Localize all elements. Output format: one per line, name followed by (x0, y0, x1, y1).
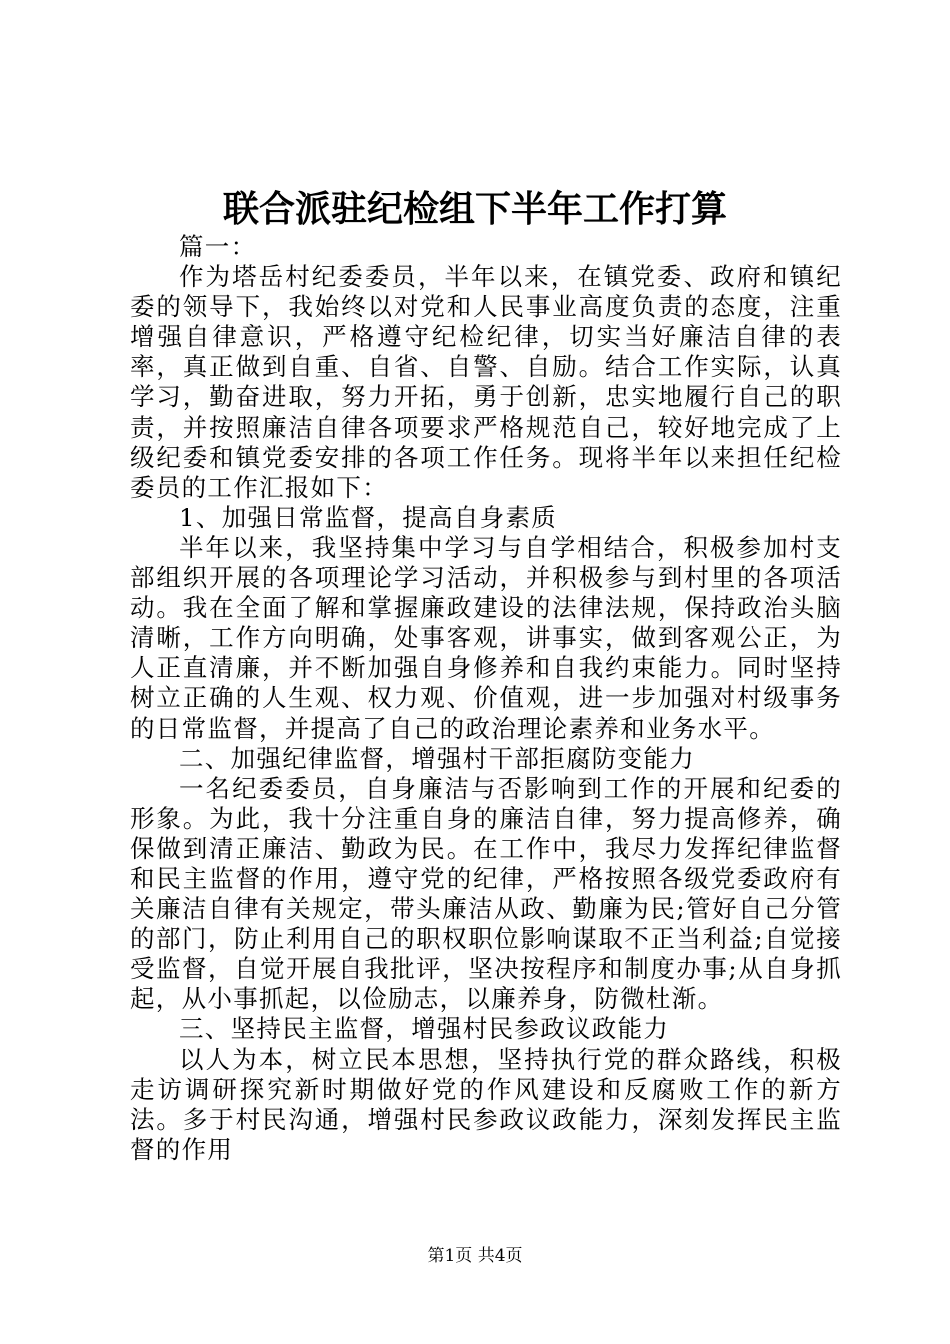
document-title: 联合派驻纪检组下半年工作打算 (222, 188, 727, 230)
body-paragraph: 一名纪委委员，自身廉洁与否影响到工作的开展和纪委的形象。为此，我十分注重自身的廉洁自律，努力提高修养，确保做到清正廉洁、勤政为民。在工作中，我尽力发挥纪律监督和民主监督的作用，遵守党的纪律，严格按照各级党委政府有关廉洁自律有关规定，带头廉洁从政、勤廉为民;管好自己分管的部门，防止利用自己的职权职位影响谋取不正当利益;自觉接受监督，自觉开展自我批评，坚决按程序和制度办事;从自身抓起，从小事抓起，以俭励志，以廉养身，防微杜渐。 (130, 773, 842, 1014)
document-body (130, 232, 842, 1165)
section-heading: 二、加强纪律监督，增强村干部拒腐防变能力 (179, 743, 695, 773)
body-paragraph: 以人为本，树立民本思想，坚持执行党的群众路线，积极走访调研探究新时期做好党的作风建设和反腐败工作的新方法。多于村民沟通，增强村民参政议政能力，深刻发挥民主监督的作用 (130, 1044, 842, 1164)
intro-paragraph: 作为塔岳村纪委委员，半年以来，在镇党委、政府和镇纪委的领导下，我始终以对党和人民事业高度负责的态度，注重增强自律意识，严格遵守纪检纪律，切实当好廉洁自律的表率，真正做到自重、自省、自警、自励。结合工作实际，认真学习，勤奋进取，努力开拓，勇于创新，忠实地履行自己的职责，并按照廉洁自律各项要求严格规范自己，较好地完成了上级纪委和镇党委安排的各项工作任务。现将半年以来担任纪检委员的工作汇报如下： (130, 262, 842, 502)
body-paragraph: 半年以来，我坚持集中学习与自学相结合，积极参加村支部组织开展的各项理论学习活动，并积极参与到村里的各项活动。我在全面了解和掌握廉政建设的法律法规，保持政治头脑清晰，工作方向明确，处事客观，讲事实，做到客观公正，为人正直清廉，并不断加强自身修养和自我约束能力。同时坚持树立正确的人生观、权力观、价值观，进一步加强对村级事务的日常监督，并提高了自己的政治理论素养和业务水平。 (130, 532, 842, 743)
section-heading: 1、加强日常监督，提高自身素质 (179, 502, 558, 532)
section-heading: 三、坚持民主监督，增强村民参政议政能力 (179, 1014, 670, 1044)
page-number-footer: 第1页 共4页 (427, 1246, 523, 1266)
section-label: 篇一： (179, 232, 257, 261)
